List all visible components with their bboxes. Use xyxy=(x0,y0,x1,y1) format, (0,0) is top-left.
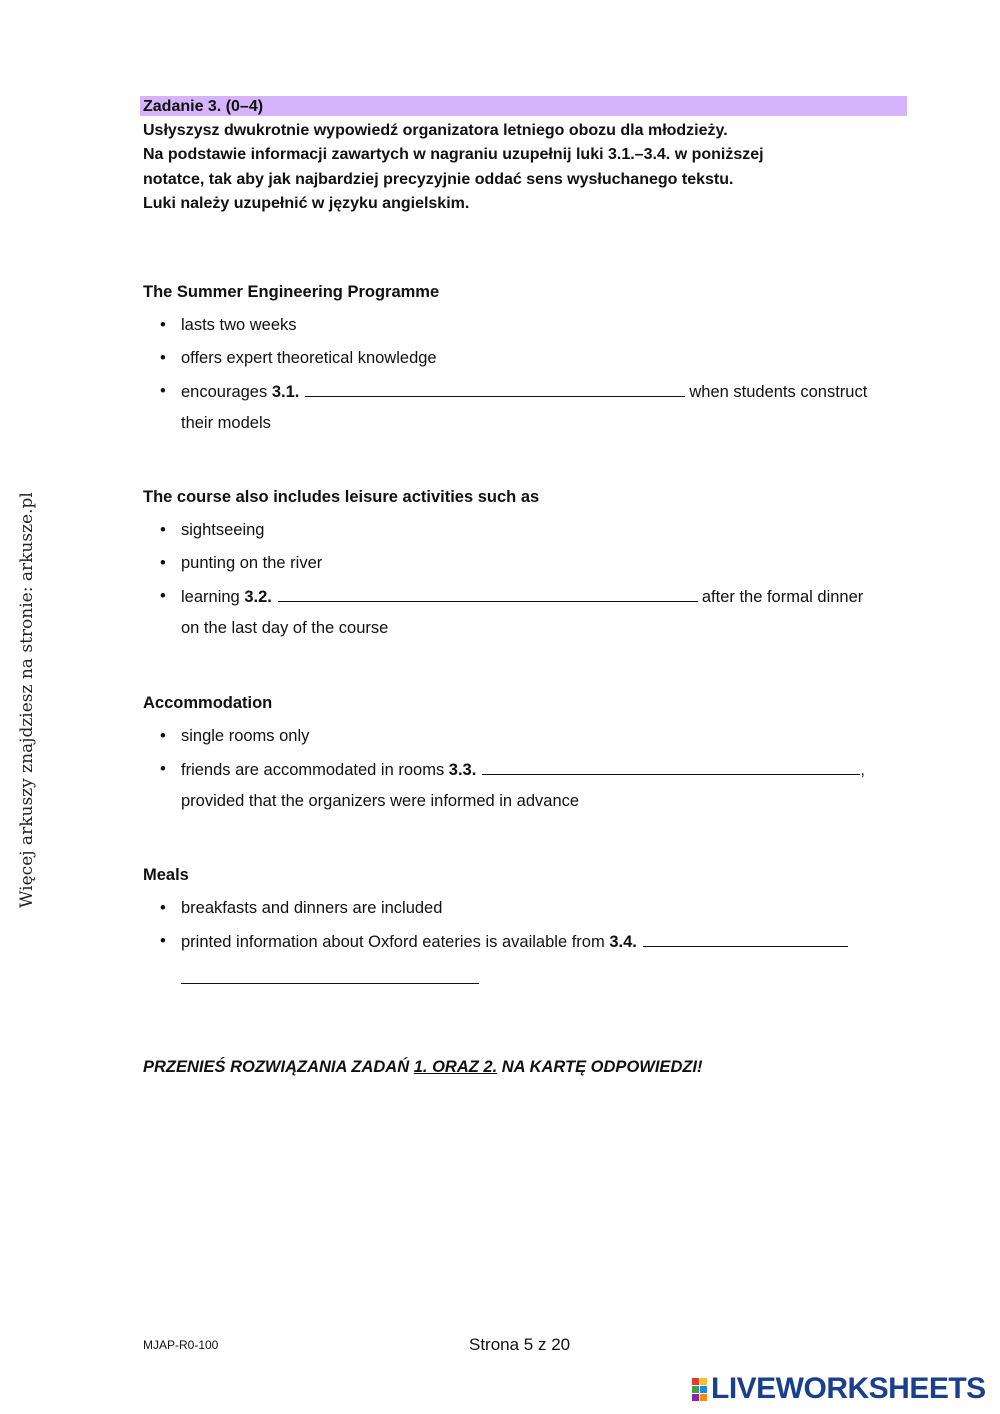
instruction-line: Usłyszysz dwukrotnie wypowiedź organizatora letniego obozu dla młodzieży. xyxy=(143,122,728,139)
bullet-icon: • xyxy=(160,899,166,917)
gap-item-text-after: when students construct xyxy=(689,383,868,401)
list-item: offers expert theoretical knowledge xyxy=(181,349,437,367)
gap-item-continuation: their models xyxy=(181,414,271,432)
gap-item-text-before: friends are accommodated in rooms xyxy=(181,761,445,779)
answer-gap-3-3[interactable] xyxy=(482,760,860,775)
side-watermark-text: Więcej arkuszy znajdziesz na stronie: arkusze.pl xyxy=(17,492,37,908)
bullet-icon: • xyxy=(160,521,166,539)
bullet-icon: • xyxy=(160,349,166,367)
gap-item-3-1 xyxy=(181,382,867,402)
instruction-line: Na podstawie informacji zawartych w nagraniu uzupełnij luki 3.1.–3.4. w poniższej xyxy=(143,146,764,163)
list-item: single rooms only xyxy=(181,727,310,745)
transfer-note-tasks: 1. ORAZ 2. xyxy=(413,1058,498,1076)
gap-item-text-before: printed information about Oxford eateries is available from xyxy=(181,933,605,951)
bullet-icon: • xyxy=(160,760,166,778)
section-title-programme: The Summer Engineering Programme xyxy=(143,283,440,301)
section-title-leisure: The course also includes leisure activities such as xyxy=(143,488,540,506)
gap-number: 3.3. xyxy=(448,761,477,779)
bullet-icon: • xyxy=(160,727,166,745)
answer-gap-3-1[interactable] xyxy=(305,382,685,397)
bullet-icon: • xyxy=(160,587,166,605)
answer-gap-3-2[interactable] xyxy=(278,587,698,602)
transfer-note-text: PRZENIEŚ ROZWIĄZANIA ZADAŃ xyxy=(143,1058,410,1076)
page-number: Strona 5 z 20 xyxy=(469,1335,571,1354)
transfer-note-text: NA KARTĘ ODPOWIEDZI! xyxy=(501,1058,703,1076)
gap-item-text-after: , xyxy=(860,761,865,779)
gap-number: 3.4. xyxy=(609,933,637,951)
gap-item-text-before: encourages xyxy=(181,383,268,401)
task-title: Zadanie 3. (0–4) xyxy=(143,98,264,115)
gap-item-text-after: after the formal dinner xyxy=(701,588,864,606)
bullet-icon: • xyxy=(160,554,166,572)
bullet-icon: • xyxy=(160,316,166,334)
instruction-line: Luki należy uzupełnić w języku angielskim. xyxy=(143,195,470,212)
instruction-line: notatce, tak aby jak najbardziej precyzyjnie oddać sens wysłuchanego tekstu. xyxy=(143,171,734,188)
logo-text: LIVEWORKSHEETS xyxy=(711,1372,986,1405)
gap-number: 3.2. xyxy=(244,588,272,606)
gap-item-continuation: provided that the organizers were informed in advance xyxy=(181,792,580,810)
gap-item-3-3 xyxy=(181,760,865,780)
list-item: punting on the river xyxy=(181,554,323,572)
list-item: breakfasts and dinners are included xyxy=(181,899,443,917)
gap-item-continuation: on the last day of the course xyxy=(181,619,389,637)
section-title-accommodation: Accommodation xyxy=(143,694,273,712)
list-item: lasts two weeks xyxy=(181,316,297,334)
bullet-icon: • xyxy=(160,382,166,400)
transfer-note xyxy=(143,1058,703,1077)
gap-item-text-before: learning xyxy=(181,588,240,606)
bullet-icon: • xyxy=(160,932,166,950)
answer-gap-3-4[interactable] xyxy=(643,932,848,947)
list-item: sightseeing xyxy=(181,521,265,539)
gap-item-3-2 xyxy=(181,587,863,607)
answer-gap-3-4-continuation[interactable] xyxy=(181,969,479,984)
liveworksheets-logo xyxy=(692,1372,986,1406)
logo-icon xyxy=(692,1378,707,1401)
gap-number: 3.1. xyxy=(271,383,300,401)
exam-code: MJAP-R0-100 xyxy=(143,1338,219,1352)
section-title-meals: Meals xyxy=(143,866,189,884)
gap-item-3-4 xyxy=(181,932,848,952)
